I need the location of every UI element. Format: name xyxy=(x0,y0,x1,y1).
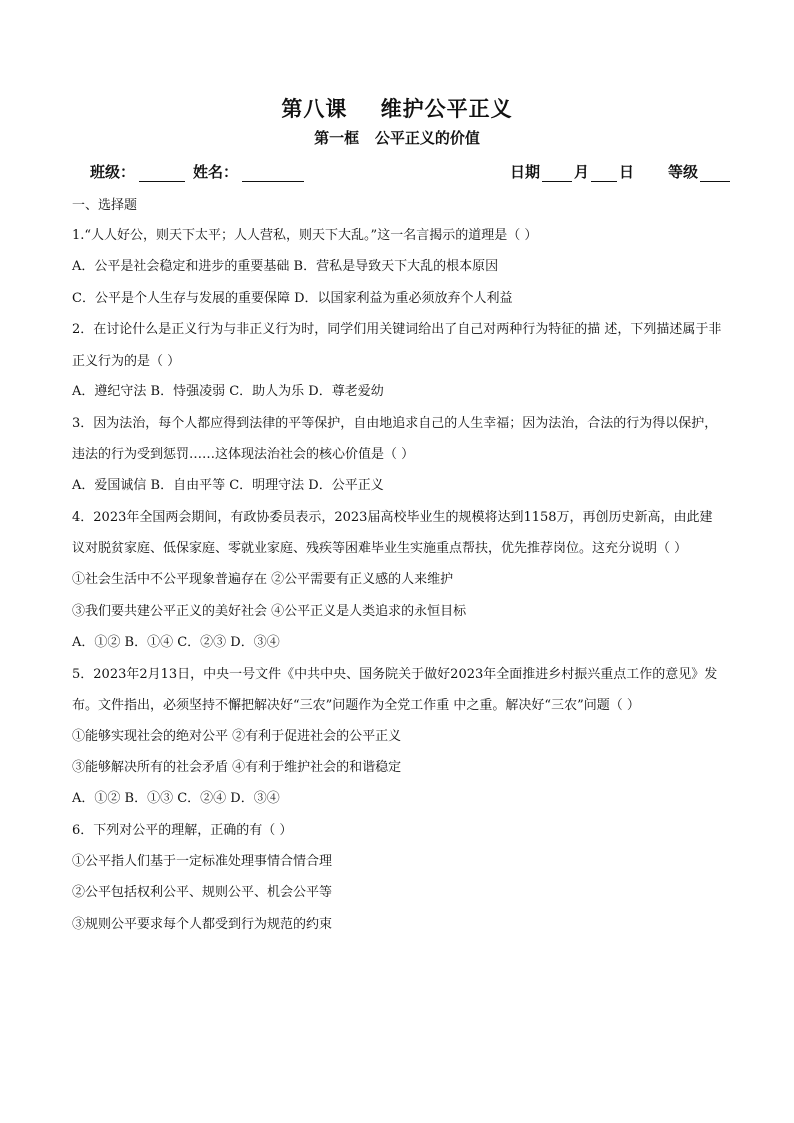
grade-label: 等级 xyxy=(668,163,699,181)
option-line[interactable]: A．遵纪守法 B．恃强凌弱 C．助人为乐 D．尊老爱幼 xyxy=(72,384,384,400)
date-grade-info xyxy=(510,161,732,182)
question-5 xyxy=(72,659,724,821)
question-stem: 2．在讨论什么是正义行为与非正义行为时，同学们用关键词给出了自己对两种行为特征的描 述，下列描述属于非正义行为的是（ ） xyxy=(72,322,722,369)
option-line[interactable]: ③能够解决所有的社会矛盾 ④有利于维护社会的和谐稳定 xyxy=(72,760,402,776)
question-6 xyxy=(72,821,724,946)
class-blank[interactable] xyxy=(139,165,185,182)
option-line[interactable]: C．公平是个人生存与发展的重要保障 D．以国家利益为重必须放弃个人利益 xyxy=(72,290,513,306)
name-blank[interactable] xyxy=(242,165,304,182)
option-line[interactable]: ③我们要共建公平正义的美好社会 ④公平正义是人类追求的永恒目标 xyxy=(72,603,467,619)
page-subtitle: 第一框 公平正义的价值 xyxy=(314,129,480,147)
option-line[interactable]: A．①② B．①③ C．②④ D．③④ xyxy=(72,791,280,807)
month-label: 月 xyxy=(574,163,590,181)
question-stem: 3．因为法治，每个人都应得到法律的平等保护，自由地追求自己的人生幸福；因为法治，合法的行为得以保护，违法的行为受到惩罚……这体现法治社会的核心价值是（ ） xyxy=(72,416,718,463)
question-stem: 1.“人人好公，则天下太平；人人营私，则天下大乱。”这一名言揭示的道理是（ ） xyxy=(72,228,538,243)
question-stem: 6．下列对公平的理解，正确的有（ ） xyxy=(72,822,293,838)
date-label: 日期 xyxy=(510,163,541,181)
option-line[interactable]: A．公平是社会稳定和进步的重要基础 B．营私是导致天下大乱的根本原因 xyxy=(72,259,499,275)
questions-area xyxy=(72,196,724,946)
option-line[interactable]: ①公平指人们基于一定标准处理事情合情合理 xyxy=(72,853,333,869)
question-4 xyxy=(72,502,724,664)
option-line[interactable]: A．爱国诚信 B．自由平等 C．明理守法 D．公平正义 xyxy=(72,478,384,494)
day-label: 日 xyxy=(619,163,635,181)
question-3 xyxy=(72,408,724,508)
name-label: 姓名： xyxy=(193,163,239,181)
option-line[interactable]: ①能够实现社会的绝对公平 ②有利于促进社会的公平正义 xyxy=(72,728,402,744)
question-2 xyxy=(72,314,724,414)
month-blank[interactable] xyxy=(542,165,572,182)
question-1 xyxy=(72,226,724,320)
option-line[interactable]: ②公平包括权利公平、规则公平、机会公平等 xyxy=(72,885,333,901)
class-label: 班级： xyxy=(90,163,136,181)
option-line[interactable]: ③规则公平要求每个人都受到行为规范的约束 xyxy=(72,916,333,932)
page-title: 第八课 维护公平正义 xyxy=(281,96,513,121)
option-line[interactable]: ①社会生活中不公平现象普遍存在 ②公平需要有正义感的人来维护 xyxy=(72,572,454,588)
option-line[interactable]: A．①② B．①④ C．②③ D．③④ xyxy=(72,634,280,650)
day-blank[interactable] xyxy=(591,165,617,182)
grade-blank[interactable] xyxy=(700,165,730,182)
student-info xyxy=(90,161,308,182)
section-heading: 一、选择题 xyxy=(72,198,138,213)
question-stem: 4．2023年全国两会期间，有政协委员表示，2023届高校毕业生的规模将达到1158万，再创历史新高，由此建议对脱贫家庭、低保家庭、零就业家庭、残疾等困难毕业生实施重点帮扶，优先推荐岗位。这充分说明（ ） xyxy=(72,510,713,557)
question-stem: 5．2023年2月13日，中央一号文件《中共中央、国务院关于做好2023年全面推进乡村振兴重点工作的意见》发布。文件指出，必须坚持不懈把解决好“三农”问题作为全党工作重 中之重。解决好“三农”问题（ ） xyxy=(72,666,718,713)
